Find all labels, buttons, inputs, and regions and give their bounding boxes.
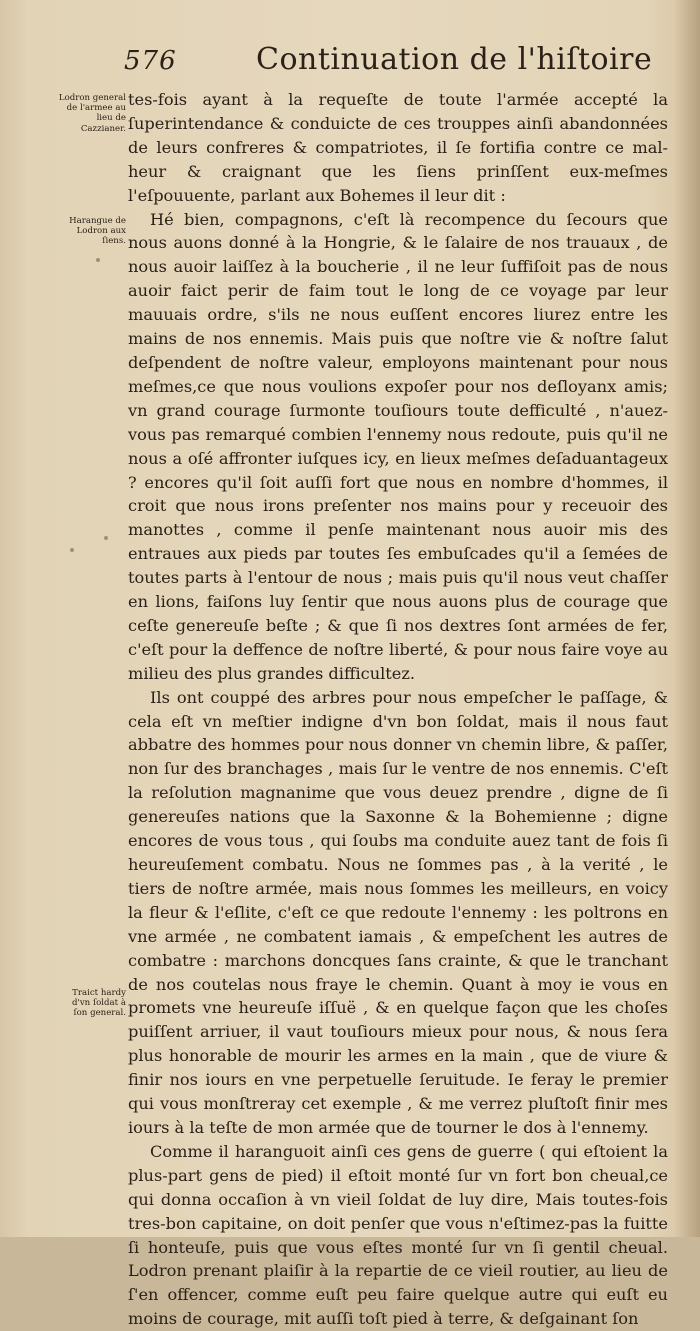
running-title: Continuation de l'hiſtoire	[256, 42, 653, 77]
margin-note: Lodron general de l'armee au lieu de Cazzianer.	[58, 93, 126, 134]
body-text	[128, 88, 668, 1331]
paragraph: Hé bien, compagnons, c'eſt là recompence du ſecours que nous auons donné à la Hongrie, & le ſalaire de nos trauaux , de nous auoir laiſſez à la boucherie , il ne leur ſuffiſoit pas de nous auoir faict perir de faim tout le long de ce voyage par leur mauuais ordre, s'ils ne nous euſſent encores liurez entre les mains de nos ennemis. Mais puis que noſtre vie & noſtre ſalut deſpendent de noſtre valeur, employons maintenant pour nous meſmes,ce que nous voulions expoſer pour nos deſloyanx amis; vn grand courage ſurmonte touſiours toute defficulté , n'auez-vous pas remarqué combien l'ennemy nous redoute, puis qu'il ne nous a oſé affronter iuſques icy, en lieux meſmes deſaduantageux ? encores qu'il ſoit auſſi fort que nous en nombre d'hommes, il croit que nous irons preſenter nos mains pour y receuoir des manottes , comme il penſe maintenant nous auoir mis des entraues aux pieds par toutes ſes embuſcades qu'il a ſemées de toutes parts à l'entour de nous ; mais puis qu'il nous veut chaſſer en lions, faiſons luy ſentir que nous auons plus de courage que ceſte genereuſe beſte ; & que ſi nos dextres ſont armées de fer, c'eſt pour la deffence de noſtre liberté, & pour nous faire voye au milieu des plus grandes difficultez.	[128, 209, 668, 683]
paragraph: tes-fois ayant à la requeſte de toute l'armée accepté la ſuperintendance & conduicte de ces trouppes ainſi abandonnées de leurs confreres & compatriotes, il ſe fortifia contre ce mal-heur & craignant que les ſiens prinſſent eux-meſmes l'eſpouuente, parlant aux Bohemes il leur dit :	[128, 90, 668, 205]
paper-fleck	[96, 258, 100, 262]
paper-fleck	[104, 536, 108, 540]
paragraph: Ils ont couppé des arbres pour nous empeſcher le paſſage, & cela eſt vn meſtier indigne d'vn bon ſoldat, mais il nous faut abbatre des hommes pour nous donner vn chemin libre, & paſſer, non ſur des branchages , mais ſur le ventre de nos ennemis. C'eſt la reſolution magnanime que vous deuez prendre , digne de ſi genereuſes nations que la Saxonne & la Bohemienne ; digne encores de vous tous , qui ſoubs ma conduite auez tant de fois ſi heureuſement combatu. Nous ne ſommes pas , à la verité , le tiers de noſtre armée, mais nous ſommes les meilleurs, en voicy la fleur & l'eſlite, c'eſt ce que redoute l'ennemy : les poltrons en vne armée , ne combatent iamais , & empeſchent les autres de combatre : marchons doncques ſans crainte, & que le tranchant de nos coutelas nous fraye le chemin. Quant à moy ie vous en promets vne heureuſe iſſuë , & en quelque façon que les choſes puiſſent arriuer, il vaut touſiours mieux pour nous, & nous ſera plus honorable de mourir les armes en la main , que de viure & finir nos iours en vne perpetuelle ſeruitude. Ie feray le premier qui vous monſtreray cet exemple , & me verrez pluſtoſt finir mes iours à la teſte de mon armée que de tourner le dos à l'ennemy.	[128, 687, 668, 1137]
margin-note: Traict hardy d'vn ſoldat à ſon general.	[71, 988, 126, 1019]
paper-fleck	[70, 548, 74, 552]
gutter-shadow	[674, 0, 700, 1237]
page-number: 576	[124, 46, 177, 76]
paragraph: Comme il haranguoit ainſi ces gens de guerre ( qui eſtoient la plus-part gens de pied) il eſtoit monté ſur vn fort bon cheual,ce qui donna occaſion à vn vieil ſoldat de luy dire, Mais toutes-fois tres-bon capitaine, on doit penſer que vous n'eſtimez-pas la fuitte ſi honteuſe, puis que vous eſtes monté ſur vn ſi gentil cheual. Lodron prenant plaiſir à la repartie de ce vieil routier, au lieu de ſ'en offencer, comme euſt peu faire quelque autre qui euſt eu moins de courage, mit auſſi toſt pied à terre, & deſgainant ſon	[128, 1141, 668, 1329]
margin-note: Harangue de Lodron aux ſiens.	[69, 216, 126, 247]
